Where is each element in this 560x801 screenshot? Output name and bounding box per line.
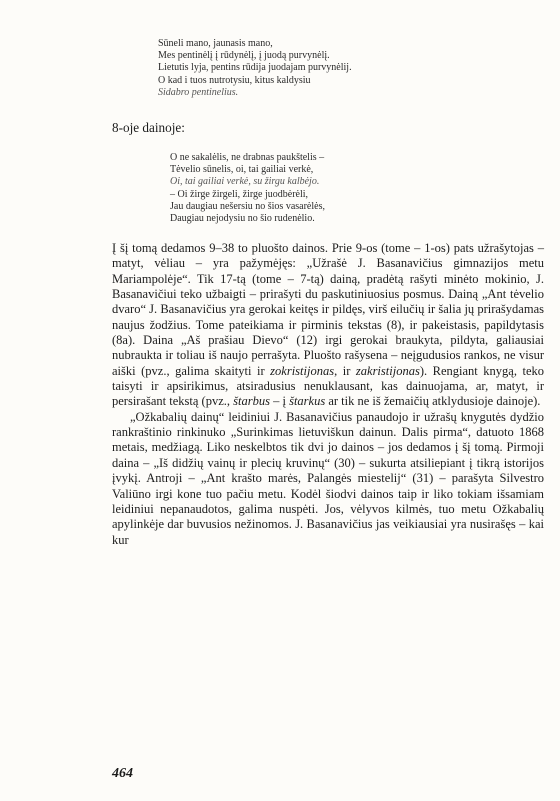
verse-quote-1 bbox=[158, 38, 352, 99]
verse-quote-2 bbox=[170, 152, 325, 225]
verse-line: Daugiau nejodysiu no šio rudenėlio. bbox=[170, 213, 315, 225]
verse-line: Sūneli mano, jaunasis mano, bbox=[158, 38, 273, 49]
text-run: ). Rengiant knygą, teko taisyti ir apsirikimus, atsiradusius nenuklausant, kas dainuojama, ar, matyt, ir persirašant tekstą (pvz., bbox=[112, 363, 545, 409]
section-heading: 8-oje dainoje: bbox=[112, 120, 185, 135]
text-run: Į šį tomą dedamos 9–38 to pluošto dainos. Prie 9-os (tome – 1-os) pats užrašytojas – matyt, vėliau – yra pažymėjęs: „Užrašė J. Basanavičius gimnazijos metu Mariampolėje“. Tik 17-tą (tome – 7-tą) dainą, pradėtą rašyti minėto mokinio, J. Basanavičiui teko užbaigti – prirašyti du paskutiniuosius posmus. Dainą „Ant tėvelio dvaro“ J. Basanavičius yra gerokai keitęs ir pildęs, virš eilučių ir šalia jų prirašydamas naujus žodžius. Tome pateikiama ir pirminis tekstas (8), ir pakeistasis, papildytasis (8a). Daina „Aš prašiau Dievo“ (12) irgi gerokai braukyta, pildyta, galiausiai nubraukta ir toliau iš naujo perrašyta. Pluošto rašysena – neįgudusios rankos, ne visur aiški (pvz., galima skaityti ir bbox=[112, 241, 544, 378]
text-run: – į bbox=[269, 394, 290, 409]
body-text bbox=[112, 241, 544, 548]
text-run: ar tik ne iš žemaičių atklydusioje dainoje). bbox=[325, 394, 541, 409]
verse-line: O kad i tuos nutrotysiu, kitus kaldysiu bbox=[158, 74, 311, 86]
italic-word: štarkus bbox=[289, 394, 326, 409]
paragraph-2: „Ožkabalių dainų“ leidiniui J. Basanavičius panaudojo ir užrašų knygutės dydžio rankraštinio rinkinuko „Surinkimas lietuviškun dainun. Dalis pirma“, datuoto 1868 metais, medžiagą. Liko neskelbtos tik dvi jo dainos – jos dedamos į šį tomą. Pirmoji daina – „Iš didžių vainų ir plecių kruvinų“ (30) – sukurta atsiliepiant į tikrą istorijos įvykį. Antroji – „Ant krašto marės, Palangės miestelij“ (31) – parašyta Silvestro Valiūno irgi kone tuo pačiu metu. Kodėl šiodvi dainos taip ir liko tokiam išsamiam leidiniui nepanaudotos, galima nuspėti. Jos, vėlyvos kilmės, tuo metu Ožkabalių apylinkėje dar buvusios nežinomos. J. Basanavičius jas veikiausiai yra nusirašęs – kai kur bbox=[112, 409, 544, 547]
page-number: 464 bbox=[112, 766, 133, 781]
italic-word: štarbus bbox=[233, 394, 270, 409]
verse-line: Jau daugiau nešersiu no šios vasarėlės, bbox=[170, 200, 325, 212]
italic-word: zokristijonas bbox=[270, 363, 335, 378]
verse-line: Oi, tai gailiai verkė, su žirgu kalbėjo. bbox=[170, 176, 320, 188]
text-run: , ir bbox=[334, 363, 356, 378]
paragraph-1 bbox=[112, 241, 544, 410]
verse-line: Lietutis lyja, pentins rūdija juodajam purvynėlij. bbox=[158, 62, 352, 74]
verse-line: – Oi žirge žirgeli, žirge juodbėrėli, bbox=[170, 188, 309, 200]
verse-line: Tėvelio sūnelis, oi, tai gailiai verkė, bbox=[170, 164, 314, 176]
italic-word: zakristijonas bbox=[355, 363, 420, 378]
verse-line: Mes pentinėlį į rūdynėlį, į juodą purvynėlį. bbox=[158, 50, 330, 62]
verse-line: Sidabro pentinelius. bbox=[158, 86, 239, 98]
verse-line: O ne sakalėlis, ne drabnas paukštelis – bbox=[170, 152, 325, 163]
